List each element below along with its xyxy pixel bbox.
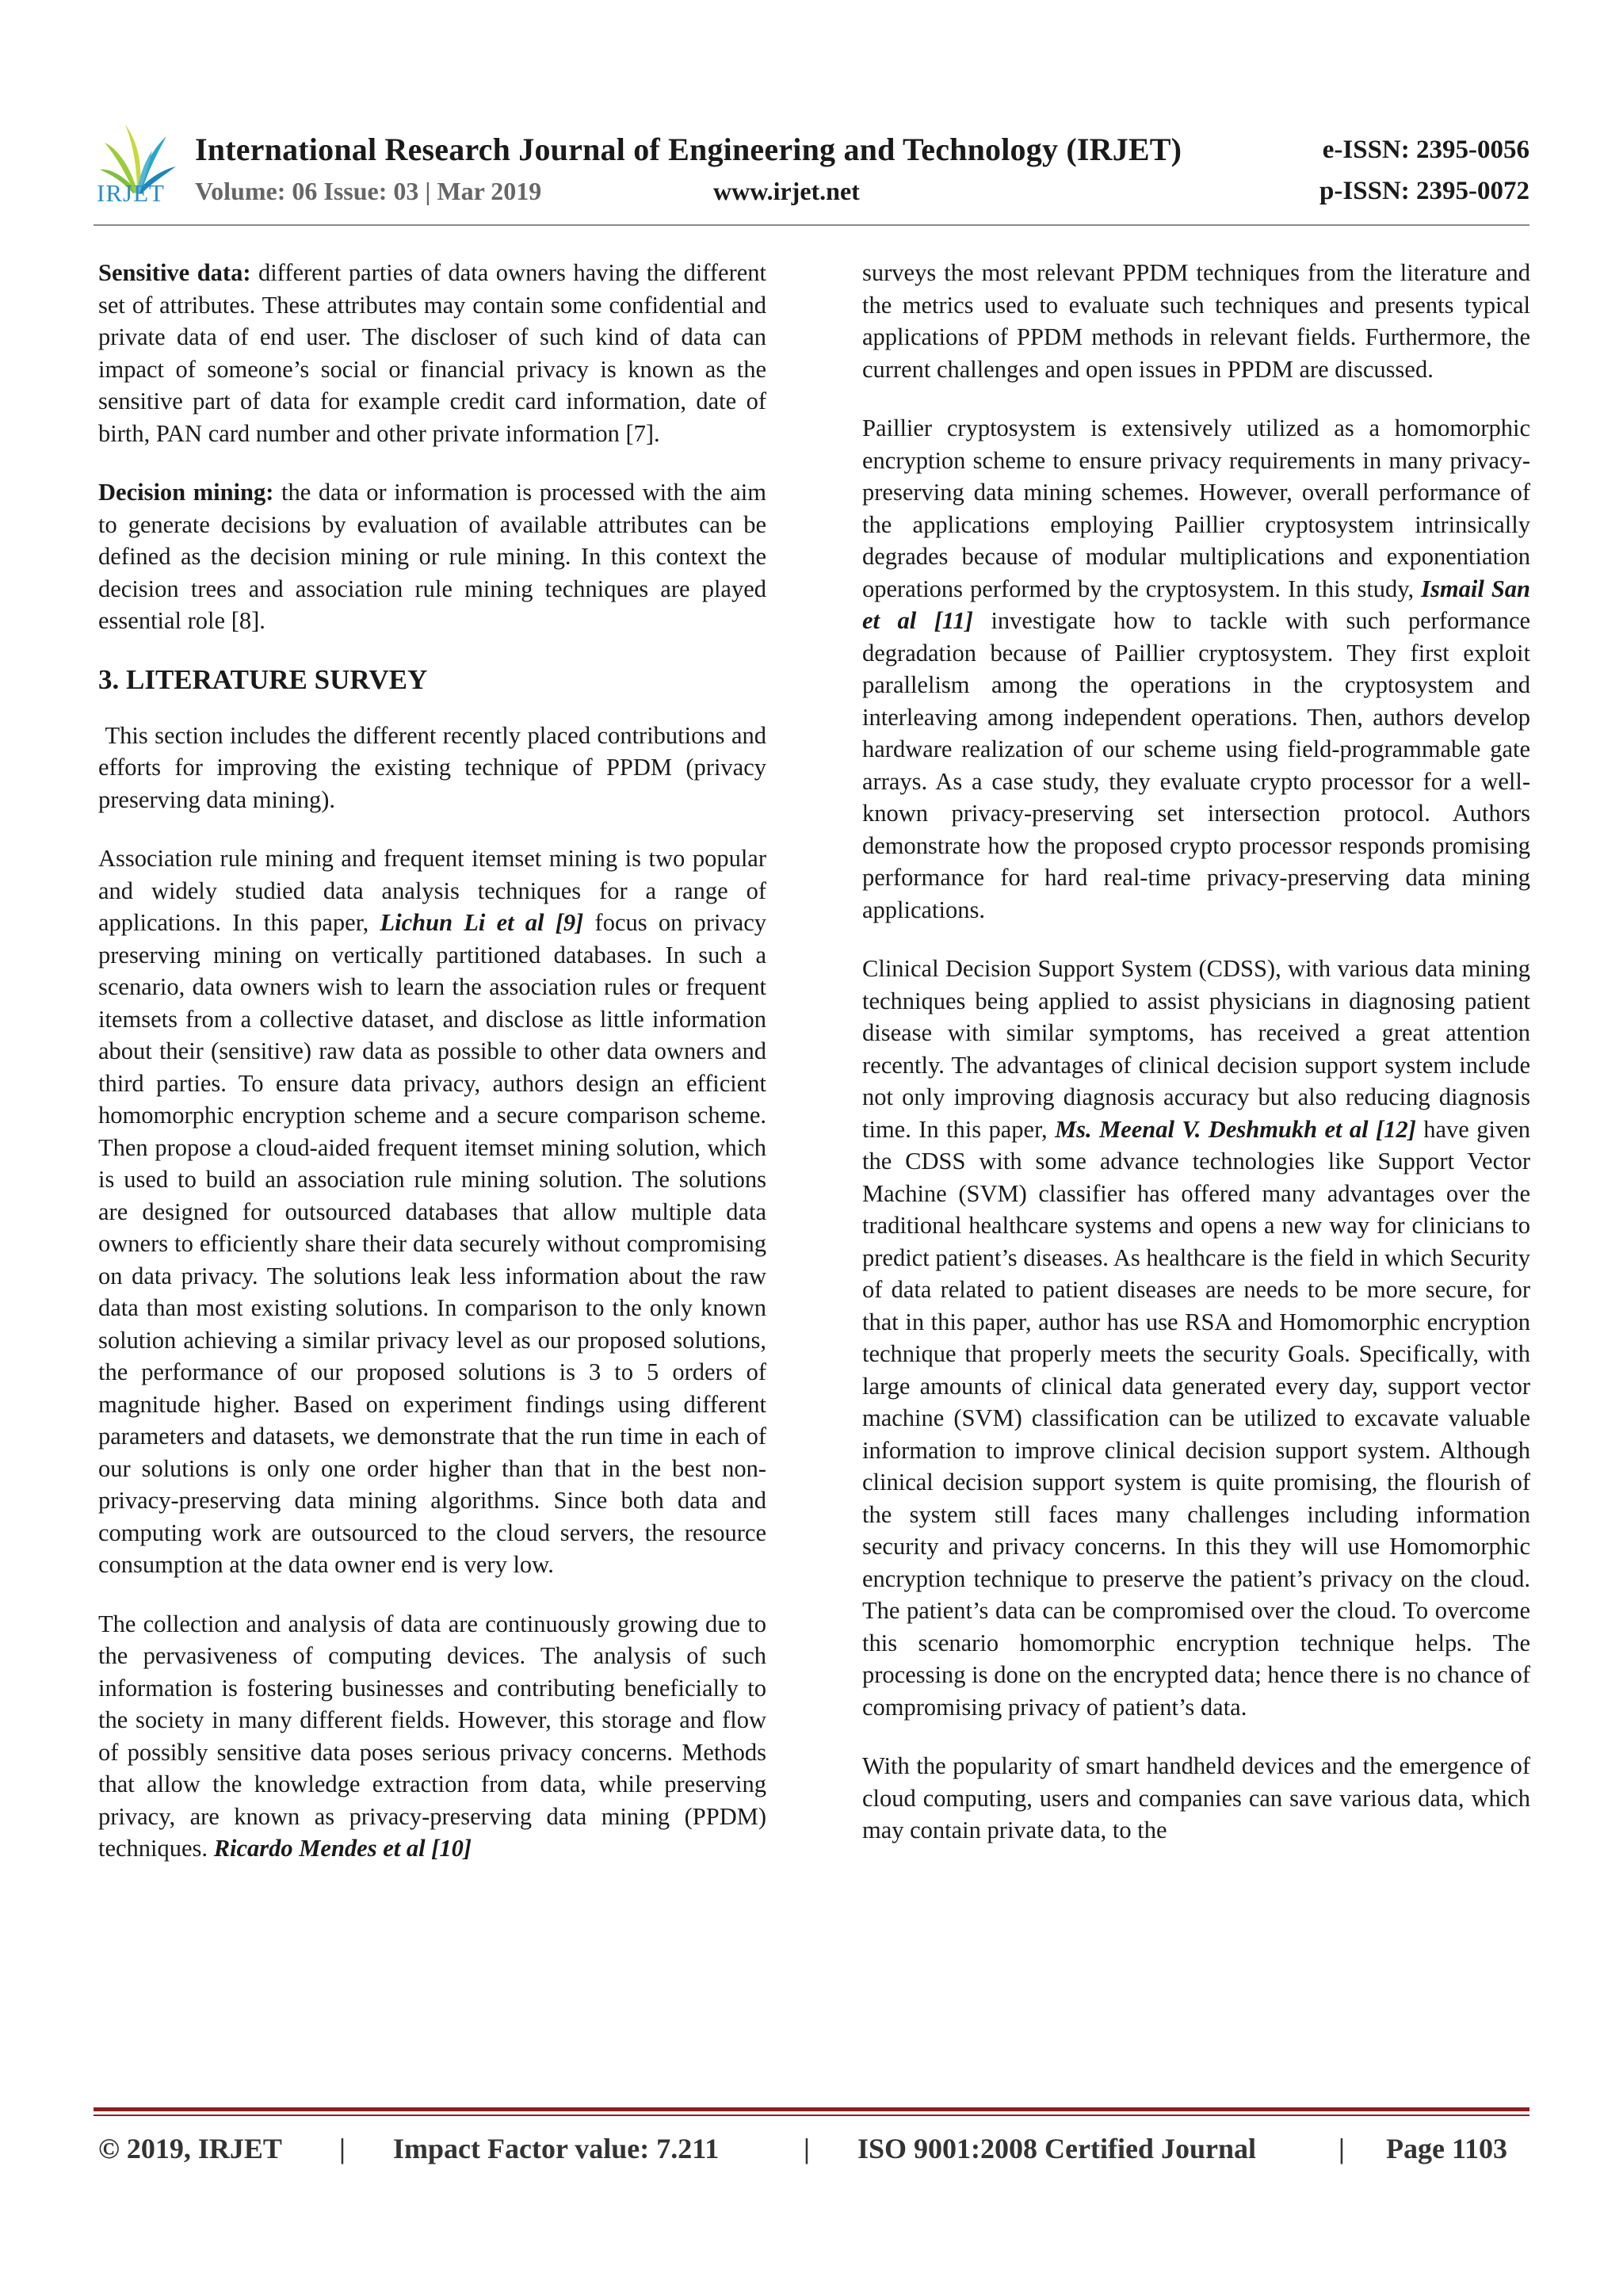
paillier-paragraph (862, 412, 1530, 926)
paragraph-text: Clinical Decision Support System (CDSS), with various data mining techniques being applied to assist physicians in diagnosing patient disease with similar symptoms, has received a great attention recently. The advantages of clinical decision support system include not only improving diagnosis accuracy but also reducing diagnosis time. In this paper, (862, 955, 1530, 1143)
citation-lichun-li: Lichun Li et al [9] (380, 909, 584, 936)
ppdm-paragraph (98, 1608, 766, 1865)
term-sensitive-data: Sensitive data: (98, 259, 251, 286)
paragraph-text: Association rule mining and frequent itemset mining is two popular and widely studied data analysis techniques for a range of applications. In this paper, (98, 845, 766, 936)
header-divider (94, 224, 1529, 226)
footer-page-number: Page 1103 (1386, 2133, 1507, 2164)
citation-meenal-deshmukh: Ms. Meenal V. Deshmukh et al [12] (1055, 1115, 1416, 1143)
decision-mining-text: the data or information is processed with the aim to generate decisions by evaluation of available attributes can be defined as the decision mining or rule mining. In this context the decision trees and association rule mining techniques are played essential role [8]. (98, 479, 766, 634)
volume-issue: Volume: 06 Issue: 03 | Mar 2019 (195, 177, 542, 205)
e-issn: e-ISSN: 2395-0056 (1322, 136, 1529, 164)
ppdm-survey-continuation: surveys the most relevant PPDM techniques from the literature and the metrics used to evaluate such techniques and presents typical applications of PPDM methods in relevant fields. Furthermore, the current challenges and open issues in PPDM are discussed. (862, 259, 1530, 383)
paragraph-text: have given the CDSS with some advance technologies like Support Vector Machine (SVM) classifier has offered many advantages over the traditional healthcare systems and opens a new way for clinicians to predict patient’s diseases. As healthcare is the field in which Security of data related to patient diseases are needs to be more secure, for that in this paper, author has use RSA and Homomorphic encryption technique that properly meets the security Goals. Specifically, with large amounts of clinical data generated every day, support vector machine (SVM) classification can be utilized to excavate valuable information to improve clinical decision support system. Although clinical decision support system is quite promising, the flourish of the system still faces many challenges including information security and privacy concerns. In this they will use Homomorphic encryption technique to preserve the patient’s privacy on the cloud. The patient’s data can be compromised over the cloud. To overcome this scenario homomorphic encryption technique helps. The processing is done on the encrypted data; hence there is no chance of compromising privacy of patient’s data. (862, 1115, 1530, 1721)
association-rule-paragraph (98, 842, 766, 1581)
journal-website: www.irjet.net (713, 177, 860, 205)
paragraph-text: investigate how to tackle with such performance degradation because of Paillier cryptosystem. They first exploit parallelism among the operations in the cryptosystem and interleaving among independent operations. Then, authors develop hardware realization of our scheme using field-programmable gate arrays. As a case study, they evaluate crypto processor for a well-known privacy-preserving set intersection protocol. Authors demonstrate how the proposed crypto processor responds promising performance for hard real-time privacy-preserving data mining applications. (862, 607, 1530, 923)
journal-title: International Research Journal of Engineering and Technology (IRJET) (195, 132, 1182, 167)
citation-ismail-san: Ismail San et al [11] (862, 575, 1530, 634)
footer-separator: | (804, 2133, 810, 2164)
paragraph-text: focus on privacy preserving mining on vertically partitioned databases. In such a scenario, data owners wish to learn the association rules or frequent itemsets from a collective dataset, and disclose as little information about their (sensitive) raw data as possible to other data owners and third parties. To ensure data privacy, authors design an efficient homomorphic encryption scheme and a secure comparison scheme. Then propose a cloud-aided frequent itemset mining solution, which is used to build an association rule mining solution. The solutions are designed for outsourced databases that allow multiple data owners to efficiently share their data securely without compromising on data privacy. The solutions leak less information about the raw data than most existing solutions. In comparison to the only known solution achieving a similar privacy level as our proposed solutions, the performance of our proposed solutions is 3 to 5 orders of magnitude higher. Based on experiment findings using different parameters and datasets, we demonstrate that the run time in each of our solutions is only one order higher than that in the best non-privacy-preserving data mining algorithms. Since both data and computing work are outsourced to the cloud servers, the resource consumption at the data owner end is very low. (98, 909, 766, 1578)
footer-copyright: © 2019, IRJET (98, 2133, 282, 2164)
sensitive-data-paragraph (98, 257, 766, 449)
handheld-devices-paragraph: With the popularity of smart handheld devices and the emergence of cloud computing, users and companies can save various data, which may contain private data, to the (862, 1752, 1530, 1843)
decision-mining-paragraph (98, 476, 766, 637)
footer-iso: ISO 9001:2008 Certified Journal (857, 2133, 1256, 2164)
footer-divider-thick (94, 2107, 1529, 2111)
footer-impact-factor: Impact Factor value: 7.211 (393, 2133, 720, 2164)
paragraph-text: The collection and analysis of data are continuously growing due to the pervasiveness of computing devices. The analysis of such information is fostering businesses and contributing beneficially to the society in many different fields. However, this storage and flow of possibly sensitive data poses serious privacy concerns. Methods that allow the knowledge extraction from data, while preserving privacy, are known as privacy-preserving data mining (PPDM) techniques. (98, 1610, 766, 1862)
cdss-paragraph (862, 953, 1530, 1723)
logo-text: IRJET (97, 179, 165, 207)
right-column (862, 257, 1530, 1847)
term-decision-mining: Decision mining: (98, 479, 274, 506)
citation-ricardo-mendes: Ricardo Mendes et al [10] (213, 1835, 472, 1862)
paragraph-text: Paillier cryptosystem is extensively utilized as a homomorphic encryption scheme to ensure privacy requirements in many privacy-preserving data mining schemes. However, overall performance of the applications employing Paillier cryptosystem intrinsically degrades because of modular multiplications and exponentiation operations performed by the cryptosystem. In this study, (862, 415, 1530, 602)
sensitive-data-text: different parties of data owners having the different set of attributes. These attributes may contain some confidential and private data of end user. The discloser of such kind of data can impact of someone’s social or financial privacy is known as the sensitive part of data for example credit card information, date of birth, PAN card number and other private information [7]. (98, 259, 767, 447)
section-heading-literature-survey: 3. LITERATURE SURVEY (98, 663, 428, 695)
footer-divider-thin (94, 2115, 1529, 2116)
survey-intro-paragraph: This section includes the different recently placed contributions and efforts for improving the existing technique of PPDM (privacy preserving data mining). (98, 721, 773, 813)
footer-separator: | (1338, 2133, 1345, 2164)
footer-separator: | (339, 2133, 346, 2164)
left-column (98, 257, 773, 1865)
p-issn: p-ISSN: 2395-0072 (1319, 177, 1529, 205)
